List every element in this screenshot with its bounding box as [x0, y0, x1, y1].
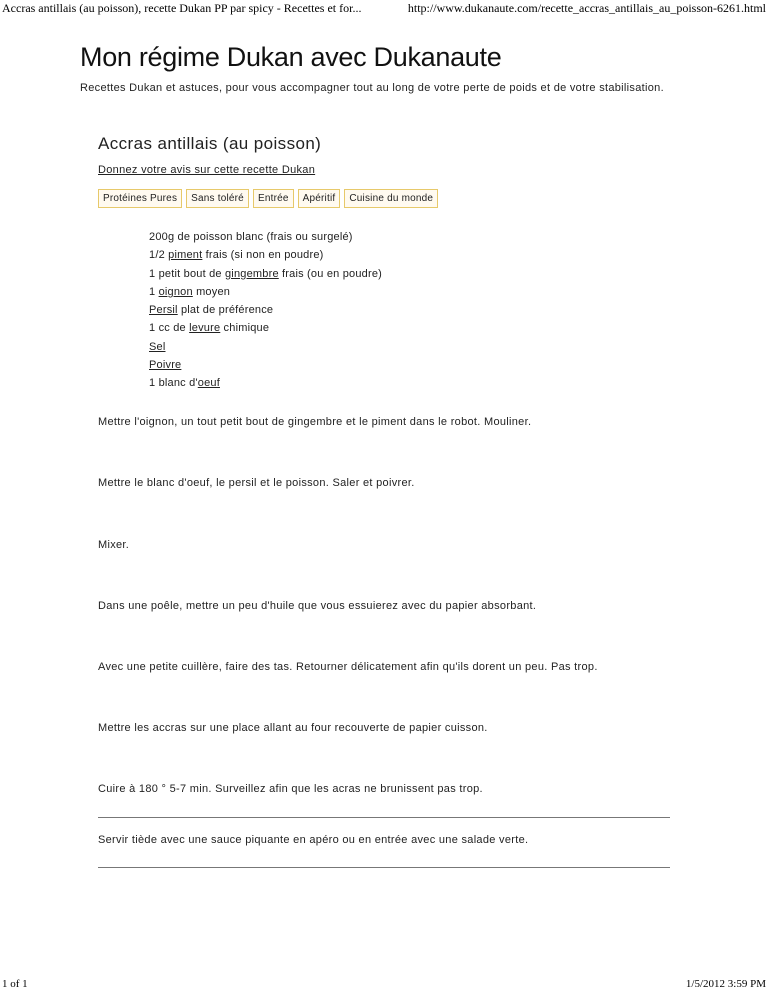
print-date: 1/5/2012 3:59 PM: [685, 978, 766, 990]
ingredient-item: 1/2 piment frais (si non en poudre): [149, 249, 324, 262]
recipe-step: Mixer.: [98, 539, 130, 551]
site-title: Mon régime Dukan avec Dukanaute: [80, 42, 502, 72]
ingredient-item: [149, 338, 382, 356]
ingredient-link-persil[interactable]: Persil: [149, 304, 178, 317]
print-header-title: Accras antillais (au poisson), recette Dukan PP par spicy - Recettes et for...: [2, 1, 362, 15]
tag-sans-tolere[interactable]: Sans toléré: [186, 189, 249, 208]
ingredient-link-oignon[interactable]: oignon: [158, 285, 193, 298]
ingredient-item: 1 cc de levure chimique: [149, 322, 270, 335]
ingredient-item: 1 blanc d'oeuf: [149, 377, 220, 390]
print-footer: [0, 978, 768, 994]
recipe-step: Cuire à 180 ° 5-7 min. Surveillez afin que les acras ne brunissent pas trop.: [98, 783, 483, 795]
ingredient-item: 1 oignon moyen: [149, 285, 231, 298]
recipe-step: Mettre les accras sur une place allant au four recouverte de papier cuisson.: [98, 722, 488, 734]
divider: [98, 867, 670, 868]
recipe-tags: [98, 189, 438, 208]
tag-aperitif[interactable]: Apéritif: [298, 189, 341, 208]
recipe-step: Dans une poêle, mettre un peu d'huile que vous essuierez avec du papier absorbant.: [98, 600, 537, 612]
recipe-step: Mettre le blanc d'oeuf, le persil et le poisson. Saler et poivrer.: [98, 477, 415, 489]
ingredient-link-gingembre[interactable]: gingembre: [224, 267, 279, 280]
tag-cuisine-du-monde[interactable]: Cuisine du monde: [344, 189, 438, 208]
ingredient-link-sel[interactable]: Sel: [149, 340, 166, 353]
tag-proteines-pures[interactable]: Protéines Pures: [98, 189, 182, 208]
divider: [98, 817, 670, 818]
ingredient-link-levure[interactable]: levure: [189, 322, 221, 335]
site-tagline: Recettes Dukan et astuces, pour vous accompagner tout au long de votre perte de poids et de votre stabilisation.: [80, 82, 664, 94]
recipe-step: Avec une petite cuillère, faire des tas. Retourner délicatement afin qu'ils dorent un peu. Pas trop.: [98, 661, 598, 673]
ingredient-item: 1 petit bout de gingembre frais (ou en poudre): [149, 267, 383, 280]
tag-entree[interactable]: Entrée: [253, 189, 294, 208]
ingredient-item: 200g de poisson blanc (frais ou surgelé): [149, 231, 353, 243]
recipe-step: Servir tiède avec une sauce piquante en apéro ou en entrée avec une salade verte.: [98, 834, 529, 846]
recipe-step: Mettre l'oignon, un tout petit bout de gingembre et le piment dans le robot. Mouliner.: [98, 416, 532, 428]
ingredient-link-oeuf[interactable]: oeuf: [197, 377, 220, 390]
review-link[interactable]: Donnez votre avis sur cette recette Dukan: [98, 164, 316, 176]
ingredient-list: [149, 228, 382, 393]
ingredient-link-piment[interactable]: piment: [168, 249, 203, 262]
ingredient-link-poivre[interactable]: Poivre: [149, 359, 182, 372]
print-header-url: http://www.dukanaute.com/recette_accras_antillais_au_poisson-6261.html: [407, 1, 766, 15]
ingredient-item: Persil plat de préférence: [149, 304, 274, 317]
print-header: [0, 0, 768, 18]
ingredient-item: [149, 356, 382, 374]
recipe-title: Accras antillais (au poisson): [98, 134, 322, 153]
page-count: 1 of 1: [2, 978, 28, 990]
